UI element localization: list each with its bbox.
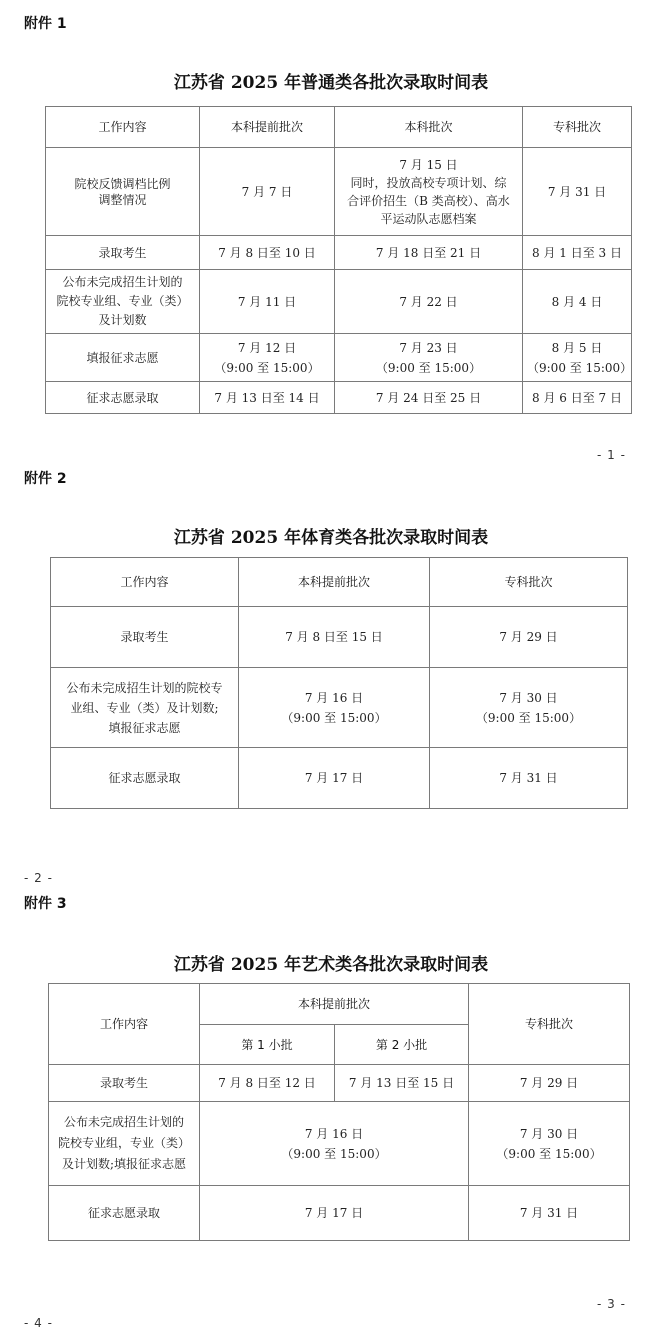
table-row [51, 748, 628, 809]
cell-value: 7 月 29 日 [430, 607, 628, 668]
attachment-label-1: 附件 1 [24, 16, 67, 32]
attachment-label-3: 附件 3 [24, 896, 67, 912]
cell-value: 7 月 17 日 [239, 748, 430, 809]
page-number-2: - 2 - [24, 871, 53, 885]
table-row [46, 236, 632, 270]
cell-value: 7 月 30 日 （9:00 至 15:00） [430, 668, 628, 748]
cell-value: 8 月 1 日至 3 日 [523, 236, 632, 270]
cell-value: 7 月 17 日 [200, 1186, 469, 1241]
row-label: 录取考生 [49, 1065, 200, 1102]
admission-schedule-table-sports [50, 557, 628, 809]
cell-value: 7 月 15 日 同时，投放高校专项计划、综 合评价招生（B 类高校）、高水 平运动队志愿档案 [335, 148, 523, 236]
cell-value: 7 月 24 日至 25 日 [335, 382, 523, 414]
cell-value: 7 月 30 日 （9:00 至 15:00） [469, 1102, 630, 1186]
header-work-content: 工作内容 [49, 984, 200, 1065]
table-title-2: 江苏省 2025 年体育类各批次录取时间表 [173, 528, 489, 548]
table-row [49, 1102, 630, 1186]
table-row [51, 607, 628, 668]
cell-value: 7 月 12 日 （9:00 至 15:00） [200, 334, 335, 382]
header-sub-batch-1: 第 1 小批 [200, 1025, 335, 1065]
cell-value: 7 月 16 日 （9:00 至 15:00） [200, 1102, 469, 1186]
cell-value: 7 月 22 日 [335, 270, 523, 334]
row-label: 填报征求志愿 [46, 334, 200, 382]
page-number-4: - 4 - [24, 1316, 53, 1330]
cell-value: 7 月 31 日 [523, 148, 632, 236]
header-vocational: 专科批次 [430, 558, 628, 607]
row-label: 录取考生 [51, 607, 239, 668]
cell-value: 7 月 8 日至 15 日 [239, 607, 430, 668]
row-label: 征求志愿录取 [46, 382, 200, 414]
row-label: 征求志愿录取 [51, 748, 239, 809]
header-undergrad-early: 本科提前批次 [239, 558, 430, 607]
cell-value: 8 月 6 日至 7 日 [523, 382, 632, 414]
cell-value: 7 月 13 日至 14 日 [200, 382, 335, 414]
row-label: 公布未完成招生计划的 院校专业组，专业（类） 及计划数;填报征求志愿 [49, 1102, 200, 1186]
cell-value: 7 月 8 日至 10 日 [200, 236, 335, 270]
row-label: 征求志愿录取 [49, 1186, 200, 1241]
table-row [46, 270, 632, 334]
table-row [49, 1065, 630, 1102]
cell-value: 8 月 4 日 [523, 270, 632, 334]
header-undergrad: 本科批次 [335, 107, 523, 148]
table-row [46, 382, 632, 414]
admission-schedule-table-arts [48, 983, 630, 1241]
cell-value: 8 月 5 日 （9:00 至 15:00） [523, 334, 632, 382]
cell-value: 7 月 8 日至 12 日 [200, 1065, 335, 1102]
cell-value: 7 月 18 日至 21 日 [335, 236, 523, 270]
cell-value: 7 月 11 日 [200, 270, 335, 334]
table-row [46, 334, 632, 382]
cell-value: 7 月 13 日至 15 日 [335, 1065, 469, 1102]
table-row [49, 1186, 630, 1241]
table-title-3: 江苏省 2025 年艺术类各批次录取时间表 [173, 955, 489, 975]
cell-value: 7 月 29 日 [469, 1065, 630, 1102]
cell-value: 7 月 31 日 [469, 1186, 630, 1241]
admission-schedule-table-general [45, 106, 632, 414]
table-row [51, 668, 628, 748]
row-label: 录取考生 [46, 236, 200, 270]
page-number-1: - 1 - [597, 448, 626, 462]
cell-value: 7 月 23 日 （9:00 至 15:00） [335, 334, 523, 382]
cell-value: 7 月 31 日 [430, 748, 628, 809]
header-undergrad-early: 本科提前批次 [200, 984, 469, 1025]
row-label: 院校反馈调档比例 调整情况 [46, 148, 200, 236]
header-work-content: 工作内容 [46, 107, 200, 148]
table-title-1: 江苏省 2025 年普通类各批次录取时间表 [173, 73, 489, 93]
row-label: 公布未完成招生计划的 院校专业组、专业（类） 及计划数 [46, 270, 200, 334]
header-sub-batch-2: 第 2 小批 [335, 1025, 469, 1065]
header-vocational: 专科批次 [469, 984, 630, 1065]
cell-value: 7 月 16 日 （9:00 至 15:00） [239, 668, 430, 748]
table-row [46, 148, 632, 236]
attachment-label-2: 附件 2 [24, 471, 67, 487]
header-work-content: 工作内容 [51, 558, 239, 607]
page-number-3: - 3 - [597, 1297, 626, 1311]
header-undergrad-early: 本科提前批次 [200, 107, 335, 148]
cell-value: 7 月 7 日 [200, 148, 335, 236]
row-label: 公布未完成招生计划的院校专 业组、专业（类）及计划数; 填报征求志愿 [51, 668, 239, 748]
header-vocational: 专科批次 [523, 107, 632, 148]
